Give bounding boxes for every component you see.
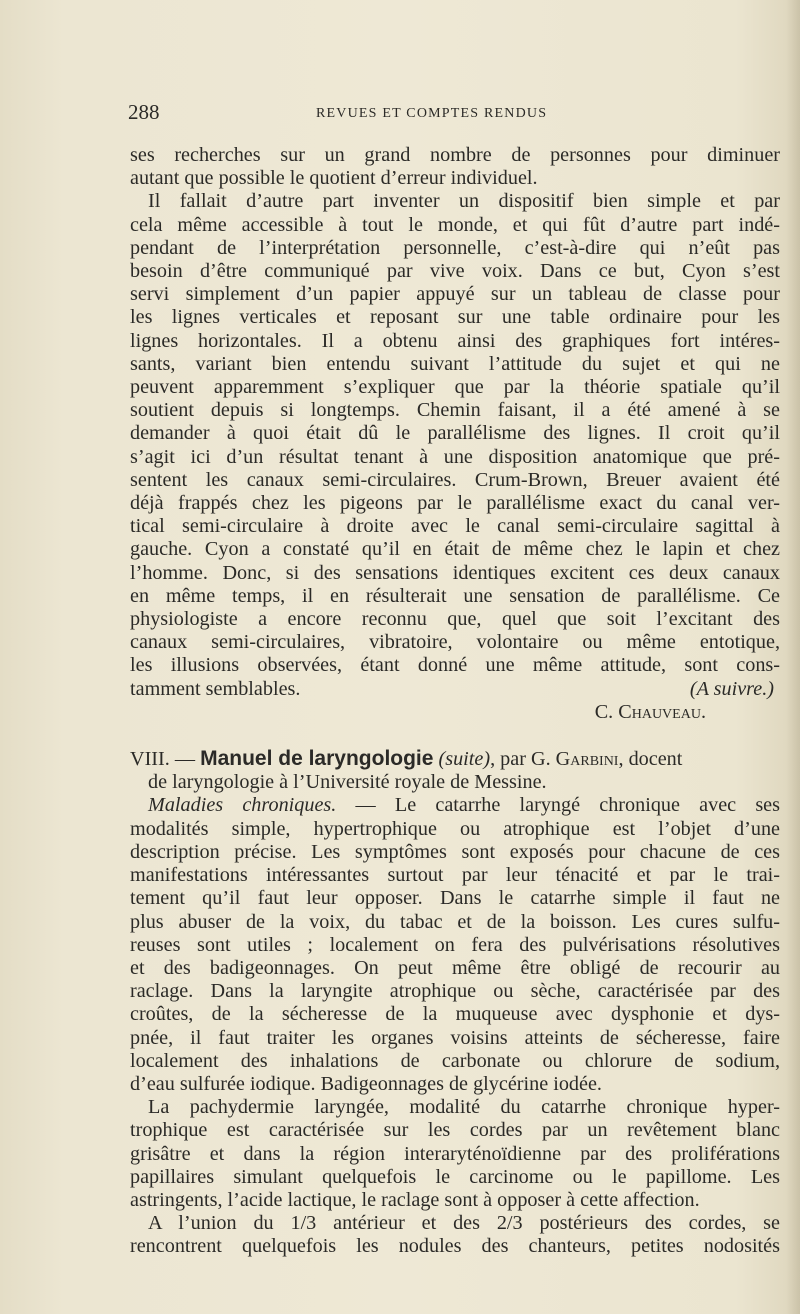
text-line: tical semi-circulaire à droite avec le canal semi-circulaire sagittal à — [130, 515, 780, 538]
text-line: soutient depuis si longtemps. Chemin faisant, il a été amené à se — [130, 399, 780, 422]
text-line: Il fallait d’autre part inventer un dispositif bien simple et par — [148, 190, 780, 213]
text-line: les lignes verticales et reposant sur une table ordinaire pour les — [130, 306, 780, 329]
text-line: les illusions observées, étant donné une même attitude, sont cons- — [130, 654, 780, 677]
section-by: , par G. — [490, 748, 551, 771]
text-line: pendant de l’interprétation personnelle, c’est-à-dire qui n’eût pas — [130, 236, 780, 259]
text-line: papillaires simulant quelquefois le carcinome ou le papillome. Les — [130, 1165, 780, 1188]
text-line: rencontrent quelquefois les nodules des chanteurs, petites nodosités — [130, 1235, 780, 1258]
text-line: besoin d’être communiqué par vive voix. Dans ce but, Cyon s’est — [130, 260, 780, 283]
body-text — [130, 144, 780, 1259]
to-follow-note: (A suivre.) — [689, 677, 774, 700]
subsection-lead: Maladies chroniques. — [148, 794, 337, 817]
text-line: sants, variant bien entendu suivant l’attitude du sujet et qui ne — [130, 352, 780, 375]
text-line: grisâtre et dans la région interaryténoïdienne par des proliférations — [130, 1142, 780, 1165]
page-edge-shadow — [786, 0, 800, 1314]
text-line-with-lead — [130, 794, 780, 817]
text-line-with-continuation — [130, 678, 780, 701]
text-line: cela même accessible à tout le monde, et qui fût d’autre part indé- — [130, 213, 780, 236]
text-line: ses recherches sur un grand nombre de personnes pour diminuer — [130, 144, 780, 166]
section-suite: (suite) — [438, 748, 491, 771]
running-head: REVUES ET COMPTES RENDUS — [316, 106, 548, 121]
text-line: servi simplement d’un papier appuyé sur un tableau de classe pour — [130, 283, 780, 306]
text-line: s’agit ici d’un résultat tenant à une disposition anatomique que pré- — [130, 445, 780, 468]
text-line: gauche. Cyon a constaté qu’il en était de même chez le lapin et chez — [130, 538, 780, 561]
text-line: trophique est caractérisée sur les cordes par un revêtement blanc — [130, 1119, 780, 1142]
text-line: lignes horizontales. Il a obtenu ainsi des graphiques fort intéres- — [130, 329, 780, 352]
text-line: peuvent apparemment s’expliquer que par la théorie spatiale qu’il — [130, 376, 780, 399]
text-line: autant que possible le quotient d’erreur individuel. — [130, 167, 538, 190]
text-line: reuses sont utiles ; localement on fera des pulvérisations résolutives — [130, 933, 780, 956]
text-line: astringents, l’acide lactique, le raclage sont à opposer à cette affection. — [130, 1188, 700, 1211]
section-title: Manuel de laryngologie — [200, 747, 434, 771]
text-line: l’homme. Donc, si des sensations identiques excitent ces deux canaux — [130, 561, 780, 584]
text-line: en même temps, il en résulterait une sensation de parallélisme. Ce — [130, 584, 780, 607]
text-line: description précise. Les symptômes sont exposés pour chacune de ces — [130, 840, 780, 863]
text-line: sentent les canaux semi-circulaires. Crum-Brown, Breuer avaient été — [130, 468, 780, 491]
text-line: canaux semi-circulaires, vibratoire, volontaire ou même entotique, — [130, 631, 780, 654]
section-author: Garbini — [555, 748, 619, 771]
text-line: déjà frappés chez les pigeons par le parallélisme exact du canal ver- — [130, 492, 780, 515]
page-header — [128, 100, 780, 130]
text-line: A l’union du 1/3 antérieur et des 2/3 postérieurs des cordes, se — [148, 1212, 780, 1235]
text-line: et des badigeonnages. On peut même être obligé de recourir au — [130, 956, 780, 979]
text-line: tement qu’il faut leur opposer. Dans le catarrhe simple il faut ne — [130, 887, 780, 910]
section-affiliation: , docent — [618, 748, 683, 771]
text-line: manifestations intéressantes surtout par leur ténacité et par le trai- — [130, 864, 780, 887]
text-line: croûtes, de la sécheresse de la muqueuse avec dysphonie et dys- — [130, 1003, 780, 1026]
page-number: 288 — [128, 100, 160, 124]
text-line: tamment semblables. — [130, 677, 301, 700]
text-line: raclage. Dans la laryngite atrophique ou sèche, caractérisée par des — [130, 980, 780, 1003]
author-signature: C. Chauveau. — [594, 700, 706, 723]
text-line: modalités simple, hypertrophique ou atrophique est l’objet d’une — [130, 817, 780, 840]
text-line: — Le catarrhe laryngé chronique avec ses — [336, 794, 780, 817]
text-line: La pachydermie laryngée, modalité du catarrhe chronique hyper- — [148, 1096, 780, 1119]
text-line: plus abuser de la voix, du tabac et de la boisson. Les cures sulfu- — [130, 910, 780, 933]
section-gap — [130, 724, 780, 747]
text-line: pnée, il faut traiter les organes voisins atteints de sécheresse, faire — [130, 1026, 780, 1049]
text-line: demander à quoi était dû le parallélisme des lignes. Il croit qu’il — [130, 422, 780, 445]
text-line: localement des inhalations de carbonate ou chlorure de sodium, — [130, 1049, 780, 1072]
section-number: VIII. — — [130, 748, 196, 771]
text-line: physiologiste a encore reconnu que, quel que soit l’excitant des — [130, 608, 780, 631]
section-heading-line2: de laryngologie à l’Université royale de Messine. — [148, 771, 547, 794]
text-line: d’eau sulfurée iodique. Badigeonnages de glycérine iodée. — [130, 1072, 602, 1095]
section-heading — [130, 747, 780, 771]
